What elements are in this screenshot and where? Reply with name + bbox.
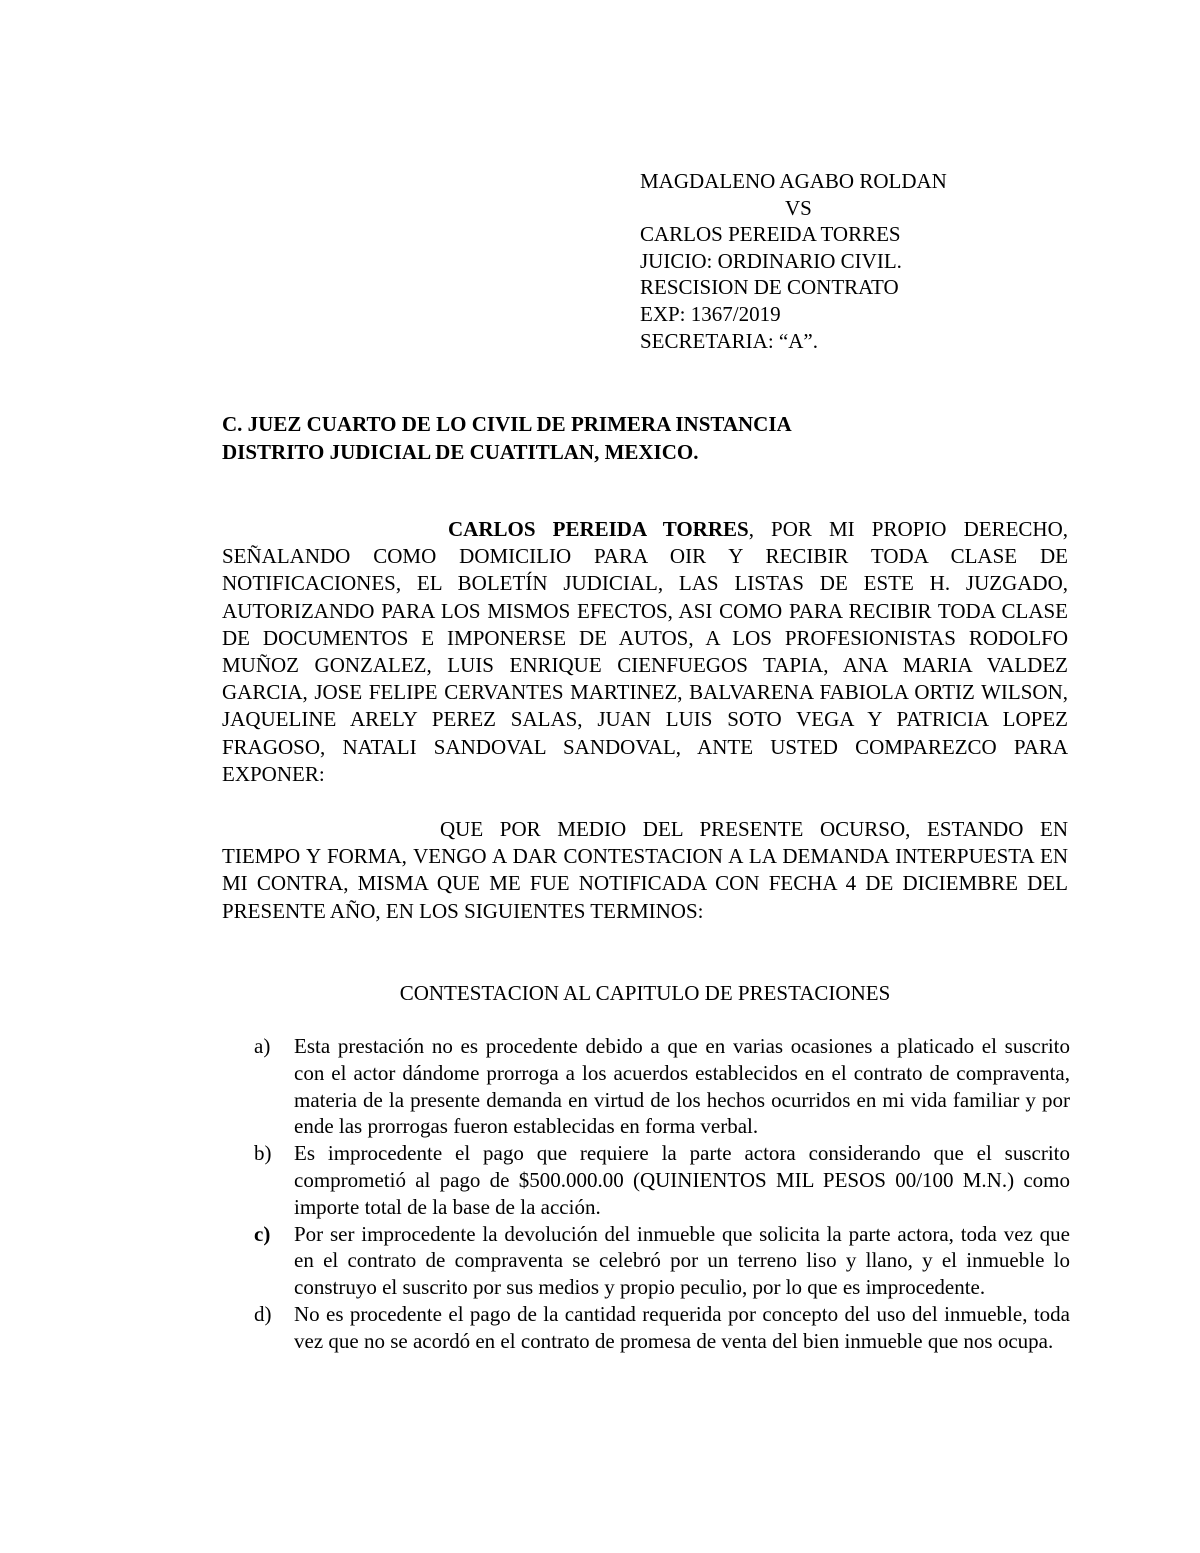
ocurso-paragraph bbox=[222, 816, 1068, 925]
list-item-marker: c) bbox=[254, 1221, 271, 1246]
caption-juicio: JUICIO: ORDINARIO CIVIL. bbox=[640, 248, 902, 273]
section-heading: CONTESTACION AL CAPITULO DE PRESTACIONES bbox=[399, 981, 891, 1005]
list-item-text: No es procedente el pago de la cantidad requerida por concepto del uso del inmueble, toda vez que no se acordó en el contrato de promesa de venta del bien inmueble que nos ocupa. bbox=[294, 1301, 1070, 1353]
list-item-marker: d) bbox=[254, 1301, 272, 1326]
addressee-line-1: C. JUEZ CUARTO DE LO CIVIL DE PRIMERA INSTANCIA bbox=[222, 412, 792, 436]
caption-materia: RESCISION DE CONTRATO bbox=[640, 275, 899, 300]
caption-vs: VS bbox=[785, 195, 812, 220]
list-item-text: Es improcedente el pago que requiere la parte actora considerando que el suscrito comprometió al pago de $500.000.00 (QUINIENTOS MIL PESOS 00/100 M.N.) como importe total de la base de la acción. bbox=[294, 1141, 1070, 1219]
caption-defendant: CARLOS PEREIDA TORRES bbox=[640, 222, 901, 247]
addressee-line-2: DISTRITO JUDICIAL DE CUATITLAN, MEXICO. bbox=[222, 440, 699, 464]
ocurso-text: QUE POR MEDIO DEL PRESENTE OCURSO, ESTANDO EN TIEMPO Y FORMA, VENGO A DAR CONTESTACION A LA DEMANDA INTERPUESTA EN MI CONTRA, MISMA QUE ME FUE NOTIFICADA CON FECHA 4 DE DICIEMBRE DEL PRESENTE AÑO, EN LOS SIGUIENTES TERMINOS: bbox=[222, 817, 1068, 923]
case-caption bbox=[640, 168, 1060, 354]
list-item-marker: b) bbox=[254, 1141, 272, 1166]
prestaciones-list bbox=[254, 1033, 1070, 1355]
list-item bbox=[254, 1140, 1070, 1220]
intro-name: CARLOS PEREIDA TORRES bbox=[448, 517, 749, 541]
list-item-text: Por ser improcedente la devolución del inmueble que solicita la parte actora, toda vez que en el contrato de compraventa se celebró por un terreno liso y llano, y el inmueble lo construyo el suscrito por sus medios y propio peculio, por lo que es improcedente. bbox=[294, 1221, 1070, 1300]
list-item-text: Esta prestación no es procedente debido a que en varias ocasiones a platicado el suscrito con el actor dándome prorroga a los acuerdos establecidos en el contrato de compraventa, materia de la presente demanda en virtud de los hechos ocurridos en mi vida familiar y por ende las prorrogas fueron establecidas en forma verbal. bbox=[294, 1034, 1070, 1139]
intro-paragraph bbox=[222, 516, 1068, 788]
addressee bbox=[222, 410, 792, 466]
list-item bbox=[254, 1301, 1070, 1355]
caption-expediente: EXP: 1367/2019 bbox=[640, 301, 781, 326]
intro-text: , POR MI PROPIO DERECHO, SEÑALANDO COMO DOMICILIO PARA OIR Y RECIBIR TODA CLASE DE NOTIFICACIONES, EL BOLETÍN JUDICIAL, LAS LISTAS DE ESTE H. JUZGADO, AUTORIZANDO PARA LOS MISMOS EFECTOS, ASI COMO PARA RECIBIR TODA CLASE DE DOCUMENTOS E IMPONERSE DE AUTOS, A LOS PROFESIONISTAS RODOLFO MUÑOZ GONZALEZ, LUIS ENRIQUE CIENFUEGOS TAPIA, ANA MARIA VALDEZ GARCIA, JOSE FELIPE CERVANTES MARTINEZ, BALVARENA FABIOLA ORTIZ WILSON, JAQUELINE ARELY PEREZ SALAS, JUAN LUIS SOTO VEGA Y PATRICIA LOPEZ FRAGOSO, NATALI SANDOVAL SANDOVAL, ANTE USTED COMPAREZCO PARA EXPONER: bbox=[222, 517, 1068, 786]
list-item bbox=[254, 1221, 1070, 1301]
list-item bbox=[254, 1033, 1070, 1140]
caption-secretaria: SECRETARIA: “A”. bbox=[640, 328, 818, 353]
caption-actor: MAGDALENO AGABO ROLDAN bbox=[640, 169, 947, 193]
list-item-marker: a) bbox=[254, 1034, 271, 1058]
